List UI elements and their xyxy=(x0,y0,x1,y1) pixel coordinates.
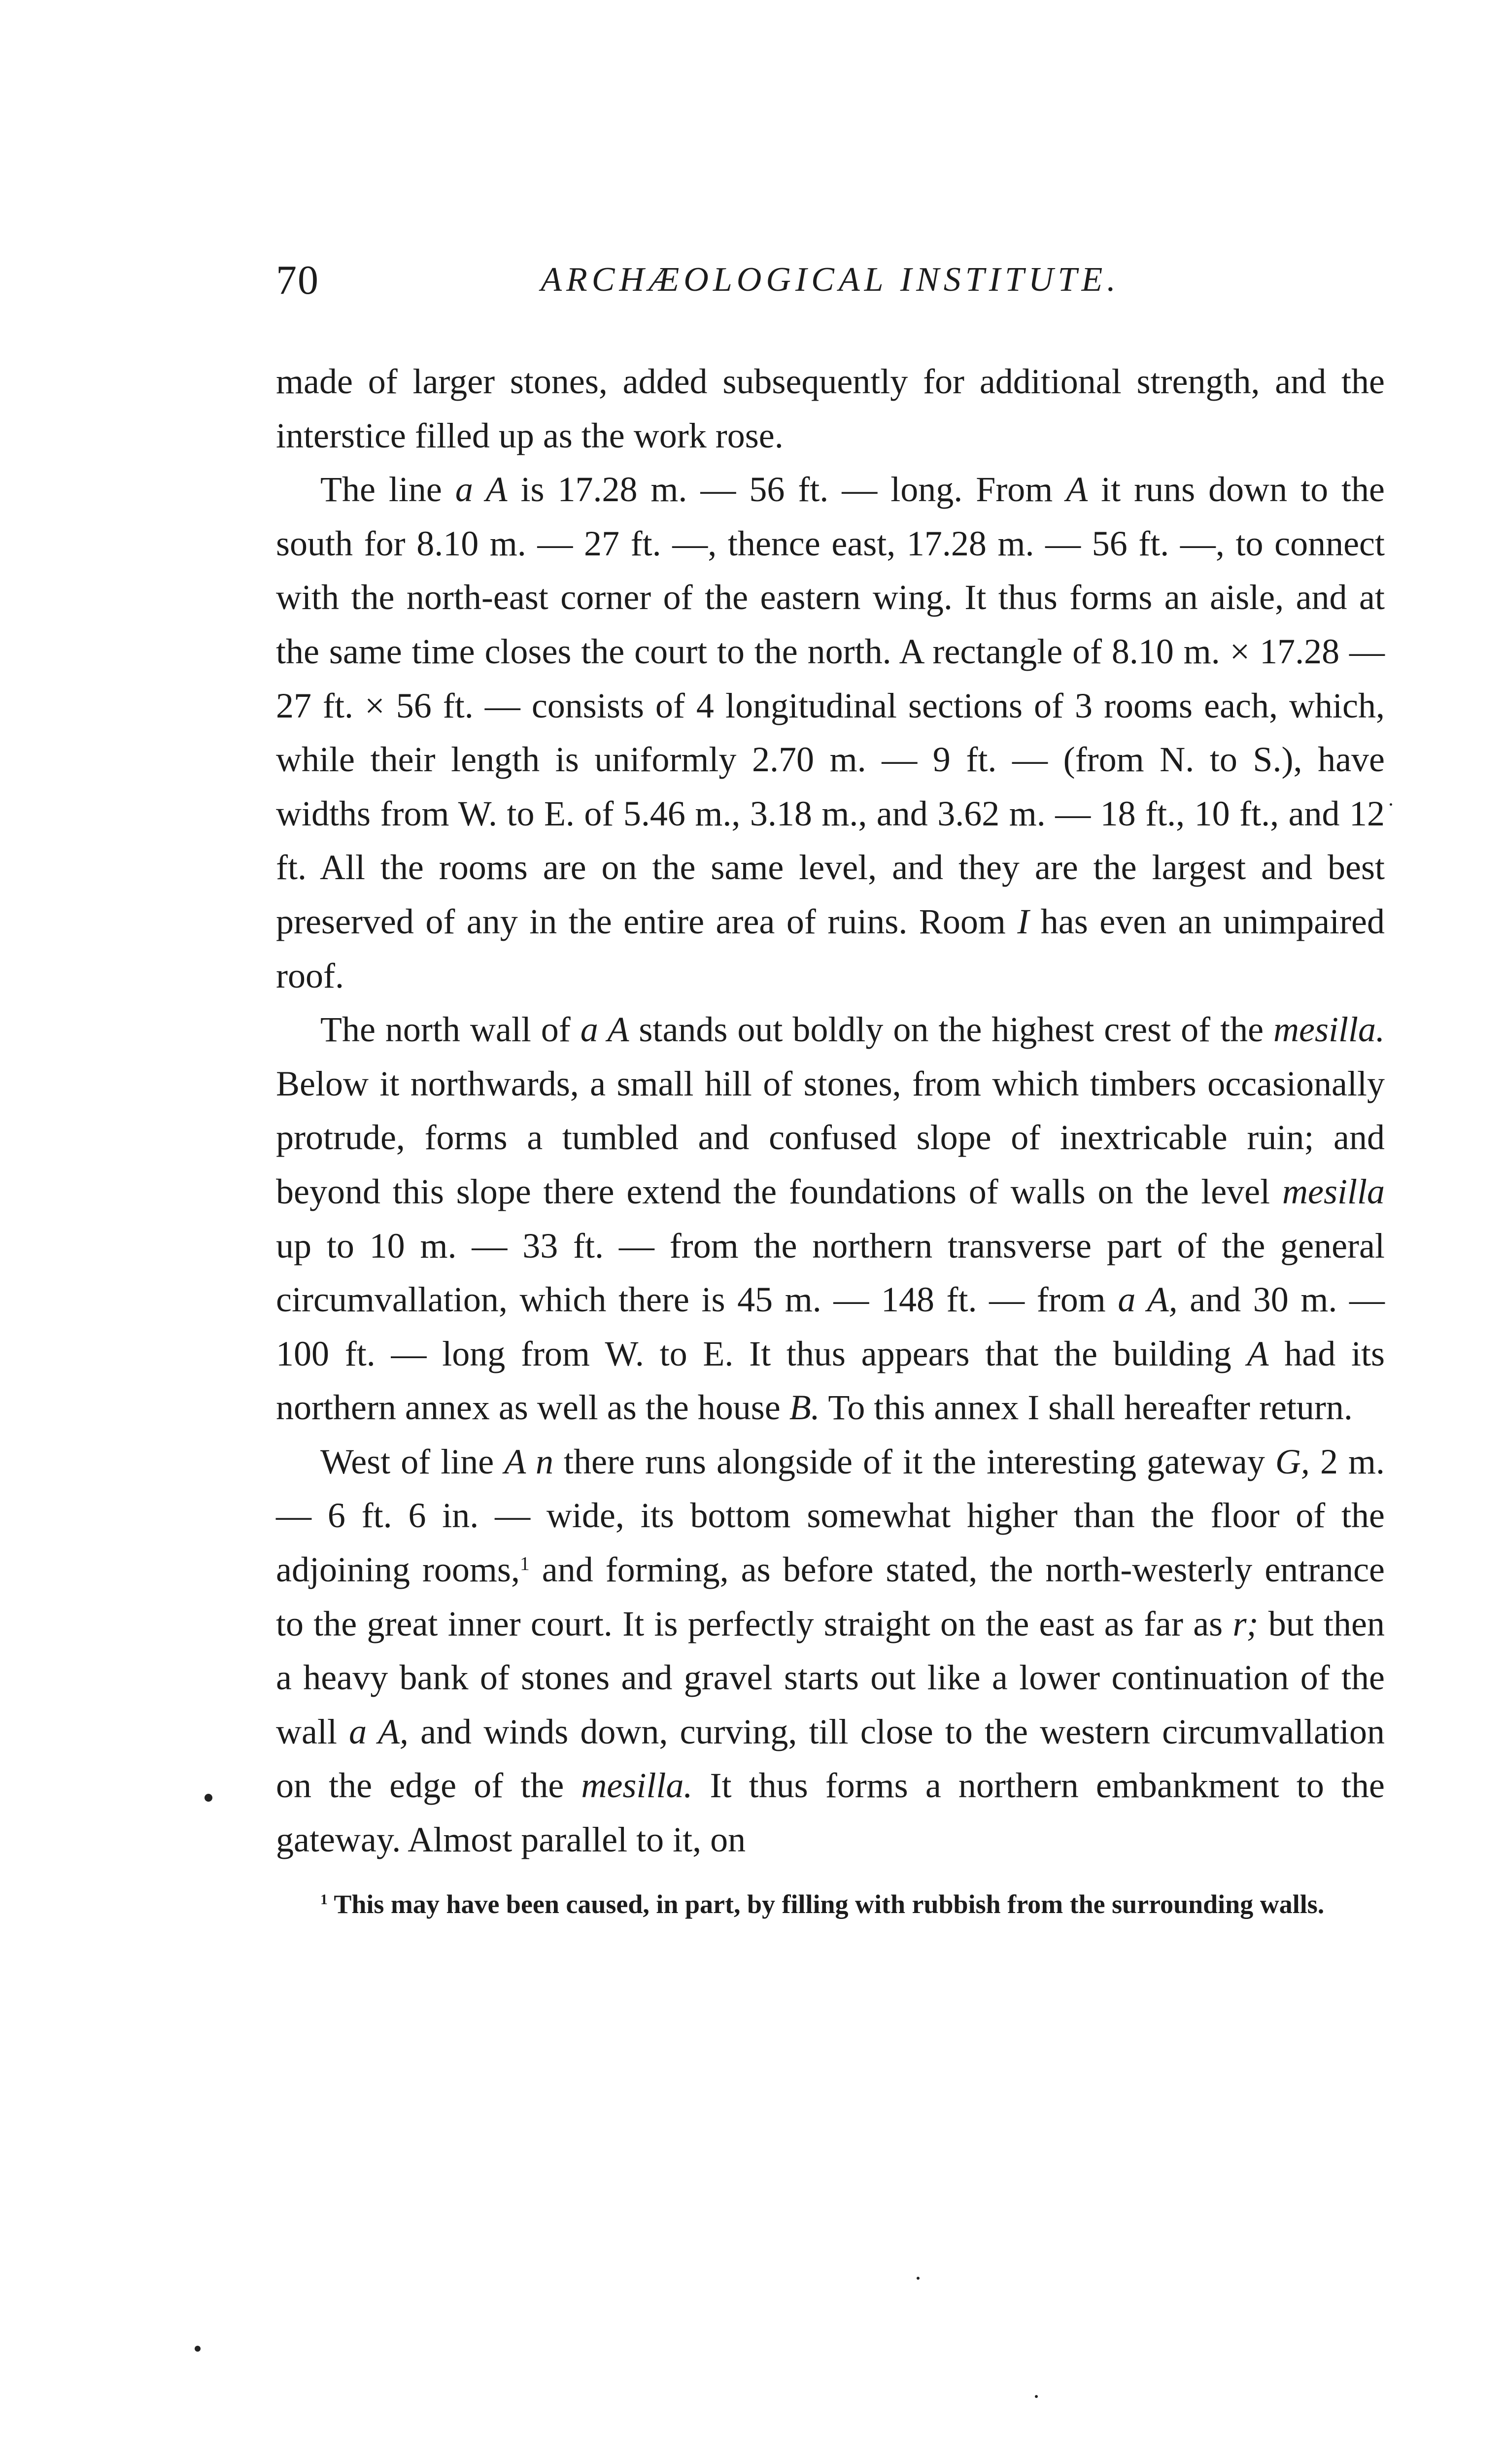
scan-speck xyxy=(195,2346,201,2352)
scan-speck xyxy=(1390,803,1392,806)
page-number: 70 xyxy=(276,257,319,303)
footnote-marker: 1 xyxy=(320,1891,328,1908)
text-run: and winds down, curving, till close to the western circumvallation on the edge of the xyxy=(276,1711,1385,1806)
paragraph-1: made of larger stones, added subsequently for additional strength, and the interstice filled up as the work rose. xyxy=(276,362,1385,455)
text-run: 2 m. — 6 ft. 6 in. — wide, its bottom somewhat higher than the floor of the adjoining rooms, xyxy=(276,1441,1385,1590)
text-run: there runs alongside of it the interesting gateway xyxy=(553,1441,1275,1481)
text-run: West of line xyxy=(320,1441,505,1481)
text-run: Below it northwards, a small hill of stones, from which timbers occasionally protrude, forms a tumbled and confused slope of inextricable ruin; and beyond this slope there extend the foundations of walls on the level xyxy=(276,1063,1385,1211)
scan-speck xyxy=(917,2277,920,2280)
italic-run: G, xyxy=(1275,1441,1310,1481)
italic-run: a A xyxy=(455,470,508,510)
paragraph-2 xyxy=(276,463,1385,1003)
italic-run: mesilla. xyxy=(581,1766,693,1806)
italic-run: a A, xyxy=(1118,1280,1178,1320)
text-run: It thus forms a northern embankment to the gateway. Almost parallel to it, on xyxy=(276,1766,1385,1860)
text-run: up to 10 m. — 33 ft. — from the northern transverse part of the general circumvallation, which there is 45 m. — 148 ft. — from xyxy=(276,1226,1385,1320)
text-run: The line xyxy=(320,470,455,510)
text-run: is 17.28 m. — 56 ft. — long. From xyxy=(507,470,1066,510)
italic-run: A n xyxy=(504,1441,553,1481)
scan-speck xyxy=(1035,2395,1038,2398)
italic-run: r; xyxy=(1232,1604,1259,1643)
text-run: has even an unimpaired roof. xyxy=(276,901,1385,995)
text-run: The north wall of xyxy=(320,1010,581,1050)
italic-run: A xyxy=(1247,1334,1269,1373)
text-run: it runs down to the south for 8.10 m. — 27 ft. —, thence east, 17.28 m. — 56 ft. —, to connect with the north-east corner of the eastern wing. It thus forms an aisle, and at the same time closes the court to the north. A rectangle of 8.10 m. × 17.28 — 27 ft. × 56 ft. — consists of 4 longitudinal sections of 3 rooms each, which, while their length is uniformly 2.70 m. — 9 ft. — (from N. to S.), have widths from W. to E. of 5.46 m., 3.18 m., and 3.62 m. — 18 ft., 10 ft., and 12 ft. All the rooms are on the same level, and they are the largest and best preserved of any in the entire area of ruins. Room xyxy=(276,470,1385,941)
page xyxy=(276,256,1385,1921)
text-run: stands out boldly on the highest crest of the xyxy=(629,1010,1274,1050)
italic-run: a A, xyxy=(349,1711,409,1751)
paragraph-3 xyxy=(276,1003,1385,1435)
footnote xyxy=(276,1887,1385,1921)
text-run: and forming, as before stated, the north-westerly entrance to the great inner court. It is perfectly straight on the east as far as xyxy=(276,1550,1385,1643)
scan-speck xyxy=(205,1794,212,1802)
italic-run: I xyxy=(1017,901,1029,941)
footnotes xyxy=(276,1887,1385,1921)
italic-run: a A xyxy=(580,1010,629,1050)
italic-run: mesilla. xyxy=(1273,1010,1385,1050)
text-run: had its northern annex as well as the house xyxy=(276,1334,1385,1428)
italic-run: B. xyxy=(789,1388,820,1428)
text-run: but then a heavy bank of stones and gravel starts out like a lower continuation of the wall xyxy=(276,1604,1385,1751)
running-head xyxy=(276,256,1385,315)
italic-run: mesilla xyxy=(1282,1171,1385,1211)
footnote-text: This may have been caused, in part, by filling with rubbish from the surrounding walls. xyxy=(327,1889,1325,1919)
text-run: and 30 m. — 100 ft. — long from W. to E. It thus appears that the building xyxy=(276,1280,1385,1373)
paragraph-4 xyxy=(276,1435,1385,1867)
footnote-reference: 1 xyxy=(519,1552,530,1574)
running-title: ARCHÆOLOGICAL INSTITUTE. xyxy=(541,261,1120,299)
italic-run: A xyxy=(1066,470,1088,510)
text-run: To this annex I shall hereafter return. xyxy=(820,1388,1353,1428)
